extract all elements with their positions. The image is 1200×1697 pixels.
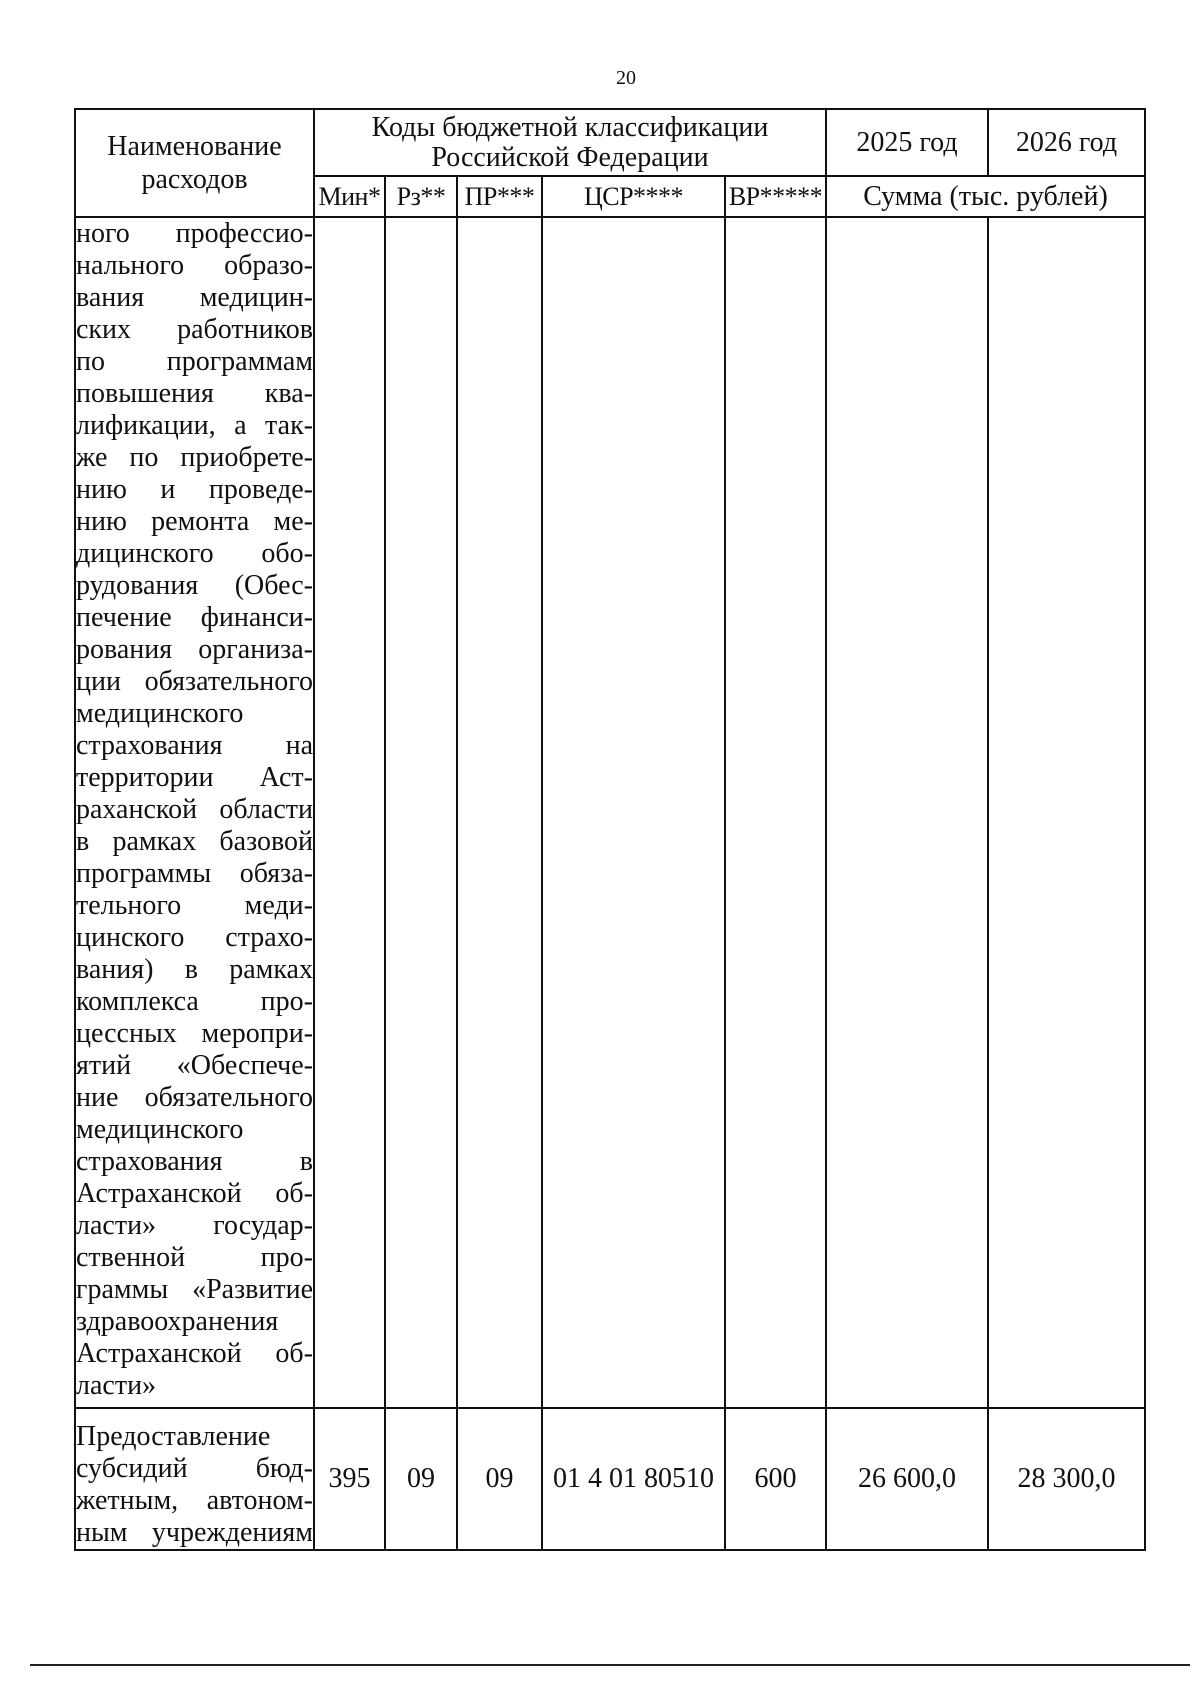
footer-rule (30, 1664, 1190, 1666)
name-line: нию ремонта ме- (76, 506, 313, 537)
name-line: по программам (76, 346, 313, 377)
name-line: здравоохранения (76, 1306, 279, 1337)
name-line: вания медицин- (76, 282, 313, 313)
name-line: вания) в рамках (76, 954, 313, 985)
header-codes-line: Российской Федерации (431, 141, 709, 173)
name-line: субсидий бюд- (76, 1453, 313, 1484)
name-line: ции обязательного (76, 666, 313, 697)
row-1-vr-cell (725, 217, 826, 1408)
name-line: повышения ква- (76, 378, 313, 409)
name-line: Астраханской об- (76, 1178, 313, 1209)
header-name-cell (75, 109, 314, 217)
page-number: 20 (616, 67, 636, 89)
header-col-vr: ВР***** (725, 176, 826, 217)
name-line: ласти» государ- (76, 1210, 313, 1241)
header-col-pr: ПР*** (457, 176, 542, 217)
header-codes-cell (314, 109, 826, 176)
row-2-csr: 01 4 01 80510 (542, 1408, 725, 1550)
header-year-2025: 2025 год (826, 109, 988, 176)
row-1-rz-cell (385, 217, 457, 1408)
name-line: раханской области (76, 794, 313, 825)
name-line: цинского страхо- (76, 922, 313, 953)
name-line: лификации, а так- (76, 410, 313, 441)
name-line: нию и проведе- (76, 474, 313, 505)
row-1-csr-cell (542, 217, 725, 1408)
name-line: дицинского обо- (76, 538, 313, 569)
name-line: ских работников (76, 314, 313, 345)
row-1-name-cell (75, 217, 314, 1408)
row-1-sum-2025-cell (826, 217, 988, 1408)
header-col-min: Мин* (314, 176, 385, 217)
name-line: в рамках базовой (76, 826, 313, 857)
name-line: медицинского (76, 698, 244, 729)
row-1-sum-2026-cell (988, 217, 1145, 1408)
header-col-rz: Рз** (385, 176, 457, 217)
row-2-vr: 600 (725, 1408, 826, 1550)
row-1-pr-cell (457, 217, 542, 1408)
name-line: территории Аст- (76, 762, 313, 793)
name-line: рудования (Обес- (76, 570, 313, 601)
header-row-1 (75, 109, 1145, 176)
name-line: Астраханской об- (76, 1338, 313, 1369)
name-line: тельного меди- (76, 890, 313, 921)
name-line: ственной про- (76, 1242, 313, 1273)
header-sum-label: Сумма (тыс. рублей) (826, 176, 1145, 217)
name-line: печение финанси- (76, 602, 313, 633)
header-name-line: Наименование (107, 131, 282, 162)
row-2-sum-2025: 26 600,0 (826, 1408, 988, 1550)
table-row (75, 217, 1145, 1408)
name-line: же по приобрете- (76, 442, 313, 473)
header-codes-line: Коды бюджетной классификации (371, 111, 769, 143)
name-line: ятий «Обеспече- (76, 1050, 313, 1081)
name-line: ние обязательного (76, 1082, 313, 1113)
name-line: ласти» (76, 1370, 157, 1401)
name-line: ным учреждениям (76, 1517, 313, 1548)
row-2-rz: 09 (385, 1408, 457, 1550)
row-2-name-cell (75, 1408, 314, 1550)
row-2-min: 395 (314, 1408, 385, 1550)
name-line: жетным, автоном- (76, 1485, 313, 1516)
row-1-min-cell (314, 217, 385, 1408)
name-line: медицинского (76, 1114, 244, 1145)
table-row (75, 1408, 1145, 1550)
name-line: страхования в (76, 1146, 313, 1177)
name-line: программы обяза- (76, 858, 313, 889)
name-line: рования организа- (76, 634, 313, 665)
name-line: комплекса про- (76, 986, 313, 1017)
header-col-csr: ЦСР**** (542, 176, 725, 217)
name-line: Предоставление (76, 1421, 271, 1452)
name-line: нального образо- (76, 250, 313, 281)
row-2-pr: 09 (457, 1408, 542, 1550)
budget-table (74, 108, 1146, 1551)
name-line: цессных меропри- (76, 1018, 313, 1049)
header-year-2026: 2026 год (988, 109, 1145, 176)
name-line: ного профессио- (76, 218, 313, 249)
row-2-sum-2026: 28 300,0 (988, 1408, 1145, 1550)
name-line: граммы «Развитие (76, 1274, 313, 1305)
name-line: страхования на (76, 730, 313, 761)
header-name-line: расходов (141, 164, 248, 195)
